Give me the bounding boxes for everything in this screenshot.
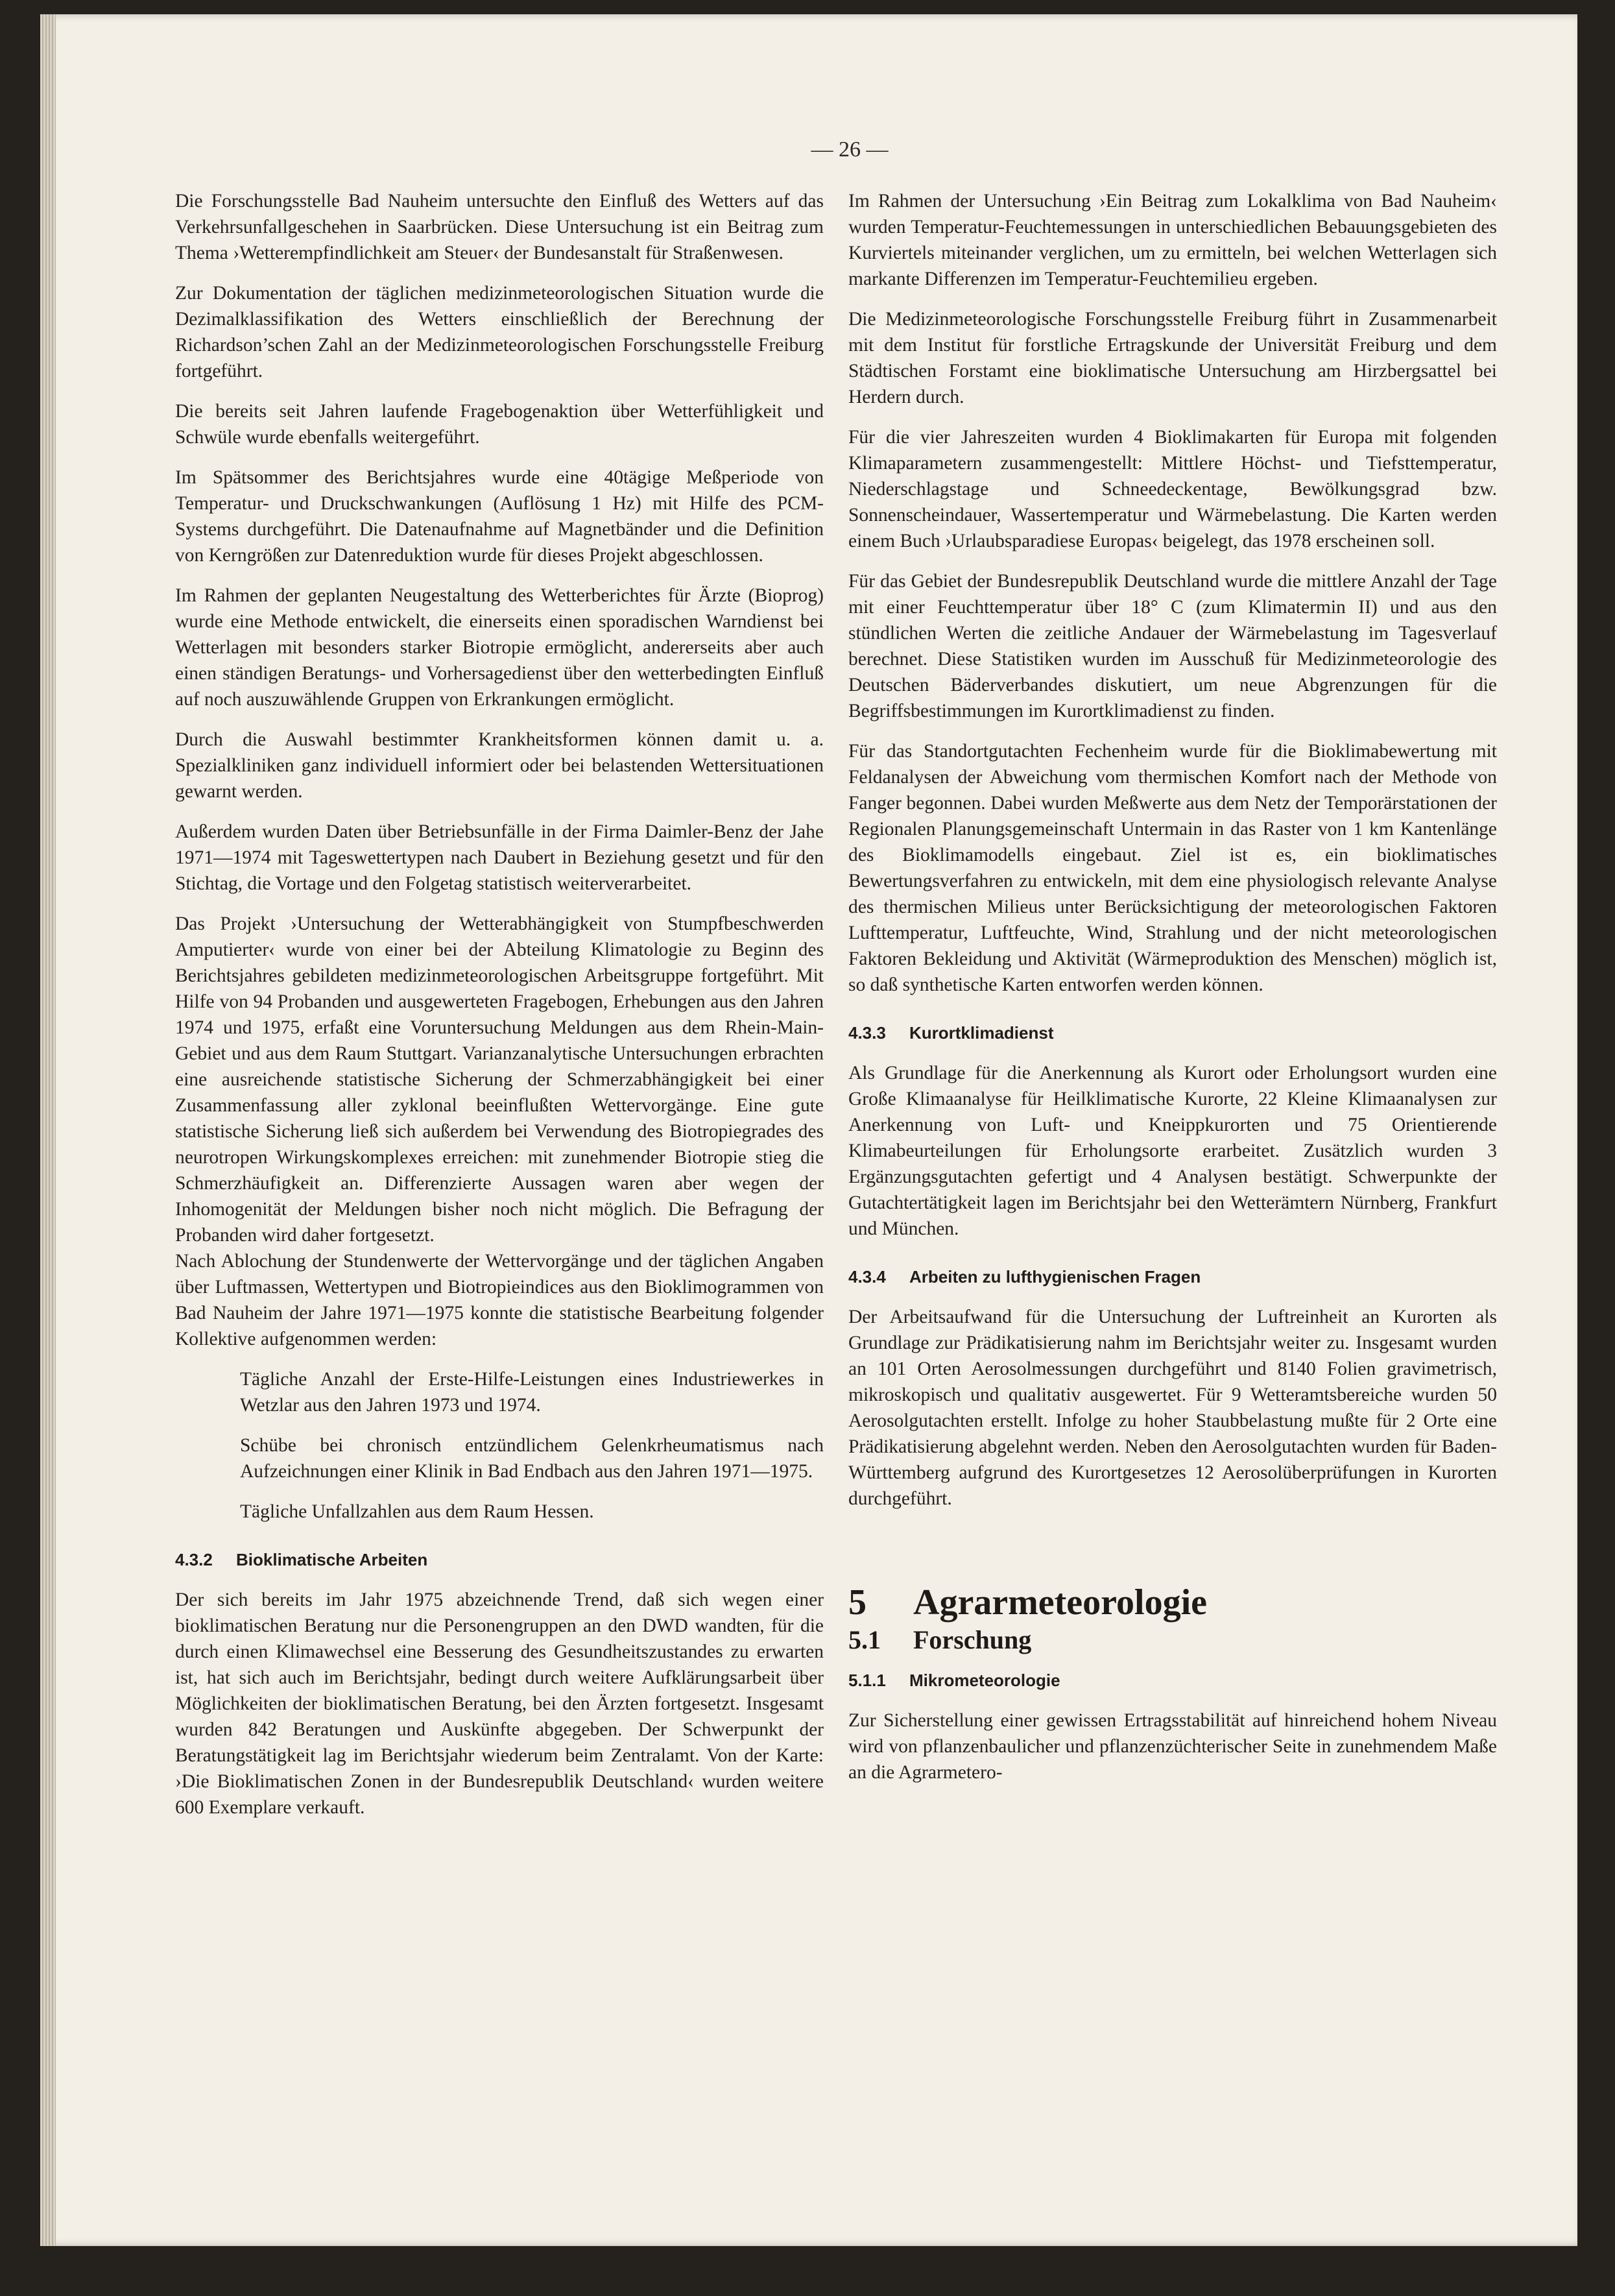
paragraph: Die Forschungsstelle Bad Nauheim untersuchte den Einfluß des Wetters auf das Verkehrsunfallgeschehen in Saarbrücken. Diese Untersuchung ist ein Beitrag zum Thema ›Wetterempfindlichkeit am Steuer‹ der Bundesanstalt für Straßenwesen. (175, 191, 824, 263)
heading-number: 4.3.2 (175, 1550, 213, 1569)
paragraph: Nach Ablochung der Stundenwerte der Wettervorgänge und der täglichen Angaben über Luftmassen, Wettertypen und Biotropieindices aus den Bioklimogrammen von Bad Nauheim der Jahre 1971—1975 konnte die statistische Bearbeitung folgender Kollektive aufgenommen werden: (175, 1251, 824, 1349)
page-number: — 26 — (811, 138, 889, 162)
left-column (175, 188, 824, 1835)
heading-number: 5.1.1 (848, 1671, 886, 1690)
paragraph: Der sich bereits im Jahr 1975 abzeichnende Trend, daß sich wegen einer bioklimatischen Beratung nur die Personengruppen an den DWD wandten, für die durch einen Klimawechsel eine Besserung des Gesundheitszustandes zu erwarten ist, hat sich auch im Berichtsjahr, bedingt durch weitere Aufklärungsarbeit über Möglichkeiten der bioklimatischen Beratung, bei den Ärzten fortgesetzt. Insgesamt wurden 842 Beratungen und Auskünfte abgegeben. Der Schwerpunkt der Beratungstätigkeit lag im Berichtsjahr wiederum beim Zentralamt. Von der Karte: ›Die Bioklimatischen Zonen in der Bundesrepublik Deutschland‹ wurden weitere 600 Exemplare verkauft. (175, 1589, 824, 1818)
heading-number: 5.1 (848, 1625, 881, 1654)
paragraph: Durch die Auswahl bestimmter Krankheitsformen können damit u. a. Spezialkliniken ganz individuell informiert oder bei belastenden Wettersituationen gewarnt werden. (175, 729, 824, 802)
paragraph: Die bereits seit Jahren laufende Fragebogenaktion über Wetterfühligkeit und Schwüle wurde ebenfalls weitergeführt. (175, 401, 824, 448)
heading-title: Kurortklimadienst (909, 1023, 1054, 1043)
paragraph: Das Projekt ›Untersuchung der Wetterabhängigkeit von Stumpfbeschwerden Amputierter‹ wurde von einer bei der Abteilung Klimatologie zu Beginn des Berichtsjahres gebildeten medizinmeteorologischen Arbeitsgruppe fortgeführt. Mit Hilfe von 94 Probanden und ausgewerteten Fragebogen, Erhebungen aus den Jahren 1974 und 1975, erfaßt eine Voruntersuchung Meldungen aus dem Rhein-Main-Gebiet und aus dem Raum Stuttgart. Varianzanalytische Untersuchungen erbrachten eine ausreichende statistische Sicherung der Schmerzabhängigkeit bei einer Zusammenfassung aller zyklonal beeinflußten Wettervorgänge. Eine gute statistische Sicherung ließ sich außerdem bei Verwendung des Biotropiegrades des neurotropen Wirkungskomplexes erreichen: mit zunehmender Biotropie stieg die Schmerzhäufigkeit an. Differenzierte Aussagen waren aber wegen der Inhomogenität der Meldungen bisher noch nicht möglich. Die Befragung der Probanden wird daher fortgesetzt. (175, 913, 824, 1246)
heading-number: 5 (848, 1582, 867, 1623)
heading-title: Forschung (913, 1625, 1032, 1654)
heading-title: Arbeiten zu lufthygienischen Fragen (909, 1267, 1201, 1287)
paragraph: Im Rahmen der geplanten Neugestaltung des Wetterberichtes für Ärzte (Bioprog) wurde eine Methode entwickelt, die einerseits einen sporadischen Warndienst bei Wetterlagen mit besonders starker Biotropie ermöglicht, andererseits aber auch einen ständigen Beratungs- und Vorhersagedienst über den wetterbedingten Einfluß auf noch auszuwählende Gruppen von Erkrankungen ermöglicht. (175, 585, 824, 710)
subsection-heading-4-3-3 (848, 1020, 1497, 1046)
paragraph: Außerdem wurden Daten über Betriebsunfälle in der Firma Daimler-Benz der Jahe 1971—1974 mit Tageswettertypen nach Daubert in Beziehung gesetzt und für den Stichtag, die Vortage und den Folgetag statistisch weiterverarbeitet. (175, 821, 824, 894)
heading-title: Mikrometeorologie (909, 1671, 1060, 1690)
subsection-heading-4-3-2 (175, 1547, 824, 1573)
chapter-heading-5 (848, 1582, 1497, 1623)
heading-number: 4.3.3 (848, 1023, 886, 1043)
section-heading-5-1 (848, 1627, 1497, 1653)
paragraph: Im Spätsommer des Berichtsjahres wurde eine 40tägige Meßperiode von Temperatur- und Druckschwankungen (Auflösung 1 Hz) mit Hilfe des PCM-Systems durchgeführt. Die Datenaufnahme auf Magnetbänder und die Definition von Kerngrößen zur Datenreduktion wurde für dieses Projekt abgeschlossen. (175, 467, 824, 566)
paragraph: Für das Standortgutachten Fechenheim wurde für die Bioklimabewertung mit Feldanalysen der Abweichung vom thermischen Komfort nach der Methode von Fanger begonnen. Dabei wurden Meßwerte aus dem Netz der Temporärstationen der Regionalen Planungsgemeinschaft Untermain in das Raster von 1 km Kantenlänge des Bioklimamodells eingebaut. Ziel ist es, ein bioklimatisches Bewertungsverfahren zu entwickeln, mit dem eine physiologisch relevante Analyse des thermischen Milieus unter Berücksichtigung der meteorologischen Faktoren Lufttemperatur, Luftfeuchte, Wind, Strahlung und der nicht meteorologischen Faktoren Bekleidung und Aktivität (Wärmeproduktion des Menschen) möglich ist, so daß synthetische Karten entworfen werden können. (848, 741, 1497, 995)
heading-title: Agrarmeteorologie (913, 1582, 1207, 1623)
indented-item: Tägliche Anzahl der Erste-Hilfe-Leistungen eines Industriewerkes in Wetzlar aus den Jahren 1973 und 1974. (240, 1369, 824, 1416)
subsection-heading-4-3-4 (848, 1264, 1497, 1290)
paragraph: Für das Gebiet der Bundesrepublik Deutschland wurde die mittlere Anzahl der Tage mit einer Feuchttemperatur über 18° C (zum Klimatermin II) und aus den stündlichen Werten die zeitliche Andauer der Wärmebelastung im Tagesverlauf berechnet. Diese Statistiken wurden im Ausschuß für Medizinmeteorologie des Deutschen Bäderverbandes diskutiert, um neue Abgrenzungen für die Begriffsbestimmungen im Kurortklimadienst zu finden. (848, 571, 1497, 721)
heading-title: Bioklimatische Arbeiten (236, 1550, 428, 1569)
paragraph: Der Arbeitsaufwand für die Untersuchung der Luftreinheit an Kurorten als Grundlage zur Prädikatisierung nahm im Berichtsjahr weiter zu. Insgesamt wurden an 101 Orten Aerosolmessungen durchgeführt und 8140 Folien gravimetrisch, mikroskopisch und qualitativ ausgewertet. Für 9 Wetteramtsbereiche wurden 50 Aerosolgutachten erstellt. Infolge zu hoher Staubbelastung mußte für 2 Orte eine Prädikatisierung abgelehnt werden. Neben den Aerosolgutachten wurden für Baden-Württemberg aufgrund des Kurortgesetzes 12 Aerosolüberprüfungen in Kurorten durchgeführt. (848, 1307, 1497, 1509)
indented-item: Tägliche Unfallzahlen aus dem Raum Hessen. (240, 1501, 594, 1522)
paragraph: Für die vier Jahreszeiten wurden 4 Bioklimakarten für Europa mit folgenden Klimaparametern zusammengestellt: Mittlere Höchst- und Tiefsttemperatur, Niederschlagstage und Schneedeckentage, Bewölkungsgrad bzw. Sonnenscheindauer, Wassertemperatur und Wärmebelastung. Die Karten werden einem Buch ›Urlaubsparadiese Europas‹ beigelegt, das 1978 erscheinen soll. (848, 427, 1497, 551)
paragraph: Zur Sicherstellung einer gewissen Ertragsstabilität auf hinreichend hohem Niveau wird von pflanzenbaulicher und pflanzenzüchterischer Seite in zunehmendem Maße an die Agrarmetero- (848, 1710, 1497, 1783)
paragraph: Zur Dokumentation der täglichen medizinmeteorologischen Situation wurde die Dezimalklassifikation des Wetters einschließlich der Berechnung der Richardson’schen Zahl an der Medizinmeteorologischen Forschungsstelle Freiburg fortgeführt. (175, 283, 824, 381)
right-column (848, 188, 1497, 1800)
paragraph: Im Rahmen der Untersuchung ›Ein Beitrag zum Lokalklima von Bad Nauheim‹ wurden Temperatur-Feuchtemessungen in unterschiedlichen Bebauungsgebieten des Kurviertels miteinander verglichen, um zu ermitteln, bei welchen Wetterlagen sich markante Differenzen im Temperatur-Feuchtemilieu ergeben. (848, 191, 1497, 289)
paragraph: Als Grundlage für die Anerkennung als Kurort oder Erholungsort wurden eine Große Klimaanalyse für Heilklimatische Kurorte, 22 Kleine Klimaanalysen zur Anerkennung von Luft- und Kneippkurorten und 75 Orientierende Klimabeurteilungen für Erholungsorte erarbeitet. Zusätzlich wurden 3 Ergänzungsgutachten gefertigt und 4 Analysen bestätigt. Schwerpunkte der Gutachtertätigkeit lagen im Berichtsjahr bei den Wetterämtern Nürnberg, Frankfurt und München. (848, 1063, 1497, 1239)
heading-number: 4.3.4 (848, 1267, 886, 1287)
indented-item: Schübe bei chronisch entzündlichem Gelenkrheumatismus nach Aufzeichnungen einer Klinik in Bad Endbach aus den Jahren 1971—1975. (240, 1435, 824, 1482)
page-binding-edge (40, 14, 56, 2246)
paragraph: Die Medizinmeteorologische Forschungsstelle Freiburg führt in Zusammenarbeit mit dem Institut für forstliche Ertragskunde der Universität Freiburg und dem Städtischen Forstamt eine bioklimatische Untersuchung am Hirzbergsattel bei Herdern durch. (848, 309, 1497, 407)
subsection-heading-5-1-1 (848, 1667, 1497, 1693)
